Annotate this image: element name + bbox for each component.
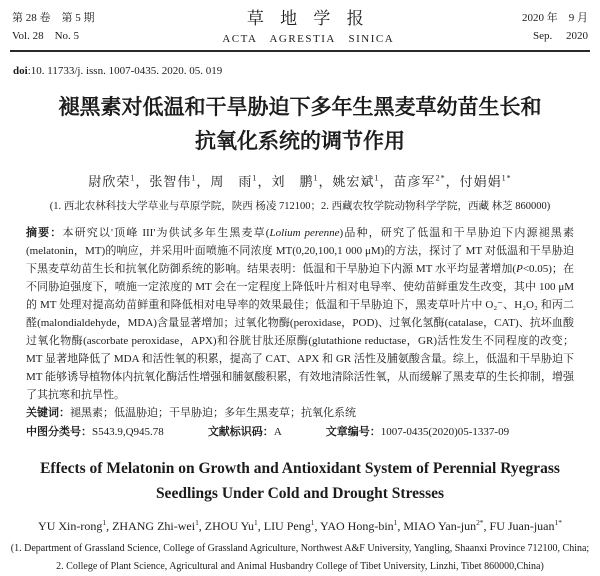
abstract-cn: 摘要：本研究以'顶峰 III'为供试多年生黑麦草(Lolium perenne)品种，研究了低温和干旱胁迫下内源褪黑素(melatonin，MT)的响应，并采用叶面喷施不同浓度 MT(0,20,100,1 000 μM)的方法，探讨了 MT 对低温和干旱胁迫下黑麦草幼苗生长和抗氧化防御系统的影响。结果表明：低温和干旱胁迫下内源 MT 水平均显著增加(P<0.05)；在不同胁迫强度下，喷施一定浓度的 MT 会在一定程度上降低叶片相对电导率、使幼苗鲜重发生改变，其中 100 μM 的 MT 处理对提高幼苗鲜重和降低相对电导率的效果最佳；低温和干旱胁迫下，黑麦草叶片中 O₂⁻、H₂O₂ 和丙二醛(malondialdehyde，MDA)含量显著增加；过氧化物酶(peroxidase，POD)、过氧化氢酶(catalase，CAT)、抗坏血酸过氧化物酶(ascorbate peroxidase，APX)和谷胱甘肽还原酶(glutathione reductase，GR)活性发生不同程度的改变；MT 显著地降低了 MDA 和活性氧的积累，提高了 CAT、APX 和 GR 活性及脯氨酸含量。综上，低温和干旱胁迫下 MT 能够诱导植物体内抗氧化酶活性增强和脯氨酸积累，有效地清除活性氧，从而缓解了黑麦草的生长抑制，增强了其抗寒和抗旱性。: [26, 226, 574, 401]
journal-title-en: ACTA AGRESTIA SINICA: [222, 33, 395, 46]
article-title-en-line2: Seedlings Under Cold and Drought Stresses: [155, 485, 445, 503]
affiliations-en: [8, 540, 592, 576]
article-number: 文章编号：1007-0435(2020)05-1337-09: [325, 425, 510, 438]
keywords-cn: 关键词：褪黑素；低温胁迫；干旱胁迫；多年生黑麦草；抗氧化系统: [26, 406, 356, 419]
classification-row: [26, 423, 574, 441]
journal-title-cn: 草 地 学 报: [246, 9, 370, 28]
clc-number: 中图分类号：S543.9,Q945.78: [26, 425, 164, 438]
document-code: 文献标识码：A: [207, 425, 282, 438]
affiliation-en-1: (1. Department of Grassland Science, College of Grassland Agriculture, Northwest A&F University, Yangling, Shaanxi Province 712100, China;: [10, 542, 590, 554]
journal-title-block: [95, 9, 523, 45]
affiliation-en-2: 2. College of Plant Science, Agricultural and Animal Husbandry College of Tibet University, Linzhi, Tibet 860000,China): [56, 560, 544, 572]
article-title-en-line1: Effects of Melatonin on Growth and Antioxidant System of Perennial Ryegrass: [40, 459, 560, 477]
header-rule: [10, 50, 590, 52]
volume-issue-cn: 第 28 卷 第 5 期: [12, 12, 95, 24]
article-title-cn-line2: 抗氧化系统的调节作用: [195, 129, 405, 153]
article-title-en: [30, 456, 570, 507]
article-title-cn: [20, 91, 580, 157]
affiliations-cn: (1. 西北农林科技大学草业与草原学院，陕西 杨凌 712100；2. 西藏农牧学院动物科学学院，西藏 林芝 860000): [49, 200, 551, 212]
volume-issue-block: [12, 9, 95, 45]
authors-en: YU Xin-rong$^1$, ZHANG Zhi-wei$^1$, ZHOU Yu$^1$, LIU Peng$^1$, YAO Hong-bin$^1$, MIAO Yan-jun$^{2*}$, FU Juan-juan$^{1*}$: [38, 517, 562, 533]
issue-date-en: Sep. 2020: [533, 30, 588, 43]
article-title-cn-line1: 褪黑素对低温和干旱胁迫下多年生黑麦草幼苗生长和: [58, 96, 542, 120]
issue-date-block: [522, 9, 588, 45]
authors-cn: 尉欣荣$^1$，张智伟$^1$，周 雨$^1$，刘 鹏$^1$，姚宏斌$^1$，苗彦军$^{2*}$，付娟娟$^{1*}$: [88, 173, 512, 189]
doi-line: doi:10. 11733/j. issn. 1007-0435. 2020. 05. 019: [13, 65, 223, 78]
volume-issue-en: Vol. 28 No. 5: [12, 30, 80, 43]
journal-header: [0, 0, 600, 45]
issue-date-cn: 2020 年 9 月: [522, 12, 588, 24]
